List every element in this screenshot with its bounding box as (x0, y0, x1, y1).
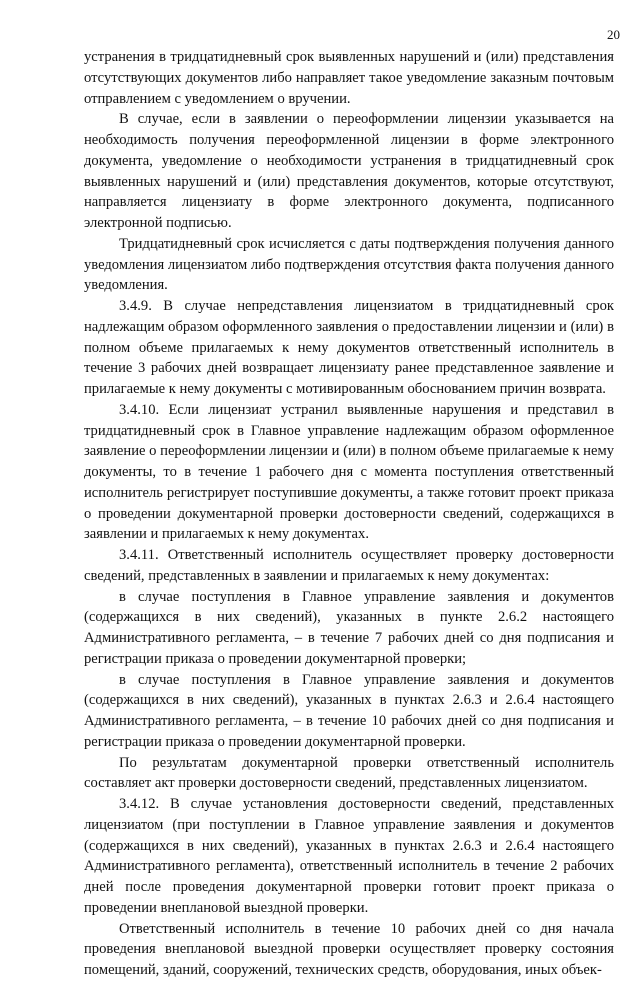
paragraph-electronic-notice: В случае, если в заявлении о переоформлении лицензии указывается на необходимость получения переоформленной лицензии в форме электронного документа, уведомление о необходимости устранения в тридцатидневный срок выявленных нарушений и (или) представления документов, которые отсутствуют, направляется лицензиату в форме электронного документа, подписанного электронной подписью. (84, 111, 614, 231)
paragraph-3-4-11: 3.4.11. Ответственный исполнитель осуществляет проверку достоверности сведений, представленных в заявлении и прилагаемых к нему документах: (84, 547, 614, 584)
paragraph-thirty-day-term: Тридцатидневный срок исчисляется с даты подтверждения получения данного уведомления лицензиатом либо подтверждения отсутствия факта получения данного уведомления. (84, 235, 614, 294)
paragraph-continuation: устранения в тридцатидневный срок выявленных нарушений и (или) представления отсутствующих документов либо направляет такое уведомление заказным почтовым отправлением с уведомлением о вручении. (84, 49, 614, 107)
paragraph-clause-2-6-2: в случае поступления в Главное управление заявления и документов (содержащихся в них сведений), указанных в пункте 2.6.2 настоящего Административного регламента, – в течение 7 рабочих дней со дня подписания и регистрации приказа о проведении документарной проверки; (84, 588, 614, 667)
paragraph-clause-2-6-3-2-6-4: в случае поступления в Главное управление заявления и документов (содержащихся в них сведений), указанных в пунктах 2.6.3 и 2.6.4 настоящего Административного регламента, – в течение 10 рабочих дней со дня подписания и регистрации приказа о проведении документарной проверки. (84, 671, 614, 750)
paragraph-3-4-12: 3.4.12. В случае установления достоверности сведений, представленных лицензиатом (при поступлении в Главное управление заявления и документов (содержащихся в них сведений), указанных в пунктах 2.6.3 и 2.6.4 настоящего Административного регламента), ответственный исполнитель в течение 2 рабочих дней после проведения документарной проверки готовит проект приказа о проведении внеплановой выездной проверки. (84, 796, 614, 916)
paragraph-3-4-9: 3.4.9. В случае непредставления лицензиатом в тридцатидневный срок надлежащим образом оформленного заявления о предоставлении лицензии и (или) в полном объеме прилагаемых к нему документов ответственный исполнитель в течение 3 рабочих дней возвращает лицензиату ранее представленное заявление и прилагаемые к нему документы с мотивированным обоснованием причин возврата. (84, 298, 614, 397)
paragraph-inspection-act: По результатам документарной проверки ответственный исполнитель составляет акт проверки достоверности сведений, представленных лицензиатом. (84, 754, 614, 792)
paragraph-3-4-10: 3.4.10. Если лицензиат устранил выявленные нарушения и представил в тридцатидневный срок в Главное управление надлежащим образом оформленное заявление о переоформлении лицензии и (или) в полном объеме прилагаемые к нему документы, то в течение 1 рабочего дня с момента поступления ответственный исполнитель регистрирует поступившие документы, а также готовит проект приказа о проведении документарной проверки достоверности сведений, содержащихся в заявлении и прилагаемых к нему документах. (84, 401, 614, 543)
paragraph-on-site-inspection: Ответственный исполнитель в течение 10 рабочих дней со дня начала проведения внеплановой выездной проверки осуществляет проверку состояния помещений, зданий, сооружений, технических средств, оборудования, иных объек- (84, 920, 614, 978)
page-number: 20 (607, 27, 620, 42)
document-body (84, 47, 614, 981)
